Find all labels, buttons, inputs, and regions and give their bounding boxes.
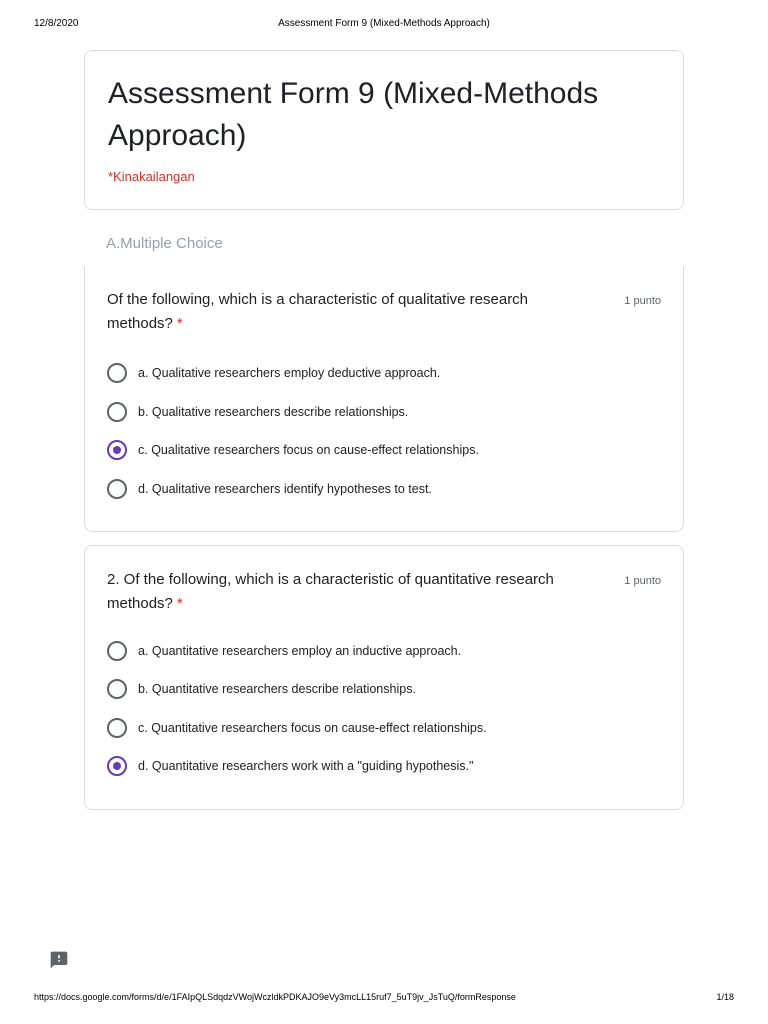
option-label[interactable]: a. Qualitative researchers employ deductive approach.: [138, 366, 441, 380]
print-header: [0, 18, 768, 32]
required-asterisk: *: [176, 315, 183, 332]
required-asterisk: *: [176, 595, 183, 612]
radio-checked-icon[interactable]: [107, 756, 127, 776]
section-title: A.Multiple Choice: [106, 235, 223, 252]
radio-unchecked-icon[interactable]: [107, 641, 127, 661]
radio-checked-icon[interactable]: [107, 440, 127, 460]
option-label[interactable]: c. Quantitative researchers focus on cause-effect relationships.: [138, 721, 487, 735]
option-label[interactable]: b. Quantitative researchers describe relationships.: [138, 682, 416, 696]
page-number: 1/18: [716, 992, 734, 1002]
radio-unchecked-icon[interactable]: [107, 679, 127, 699]
radio-unchecked-icon[interactable]: [107, 363, 127, 383]
option-d[interactable]: [107, 477, 432, 501]
option-label[interactable]: c. Qualitative researchers focus on cause-effect relationships.: [138, 443, 479, 457]
print-url: https://docs.google.com/forms/d/e/1FAIpQLSdqdzVWojWczldkPDKAJO9eVy3mcLL15ruf7_5uT9jv_JsTuQ/formResponse: [34, 992, 516, 1002]
option-label[interactable]: d. Quantitative researchers work with a "guiding hypothesis.": [138, 759, 474, 773]
form-title: Assessment Form 9 (Mixed-Methods Approach): [108, 77, 599, 152]
option-c[interactable]: [107, 438, 479, 462]
print-footer: [0, 992, 768, 1006]
question-label: Of the following, which is a characteristic of qualitative research methods?: [107, 291, 529, 332]
radio-unchecked-icon[interactable]: [107, 718, 127, 738]
option-a[interactable]: [107, 639, 461, 663]
option-b[interactable]: [107, 677, 416, 701]
question-card-2: [84, 545, 684, 810]
question-text: [107, 288, 577, 336]
option-b[interactable]: [107, 400, 408, 424]
option-c[interactable]: [107, 716, 487, 740]
option-a[interactable]: [107, 361, 440, 385]
option-label[interactable]: b. Qualitative researchers describe relationships.: [138, 405, 409, 419]
option-d[interactable]: [107, 754, 473, 778]
option-label[interactable]: a. Quantitative researchers employ an inductive approach.: [138, 644, 462, 658]
question-label: 2. Of the following, which is a characteristic of quantitative research methods?: [107, 571, 554, 612]
points-label: 1 punto: [624, 575, 661, 587]
print-date: 12/8/2020: [34, 18, 79, 29]
required-note: *Kinakailangan: [108, 169, 195, 184]
form-header-card: [84, 50, 684, 210]
question-card-1: [84, 266, 684, 532]
print-title: Assessment Form 9 (Mixed-Methods Approach): [278, 18, 490, 29]
option-label[interactable]: d. Qualitative researchers identify hypotheses to test.: [138, 482, 432, 496]
question-text: [107, 568, 577, 616]
points-label: 1 punto: [624, 295, 661, 307]
feedback-icon[interactable]: [49, 950, 69, 970]
radio-unchecked-icon[interactable]: [107, 479, 127, 499]
radio-unchecked-icon[interactable]: [107, 402, 127, 422]
